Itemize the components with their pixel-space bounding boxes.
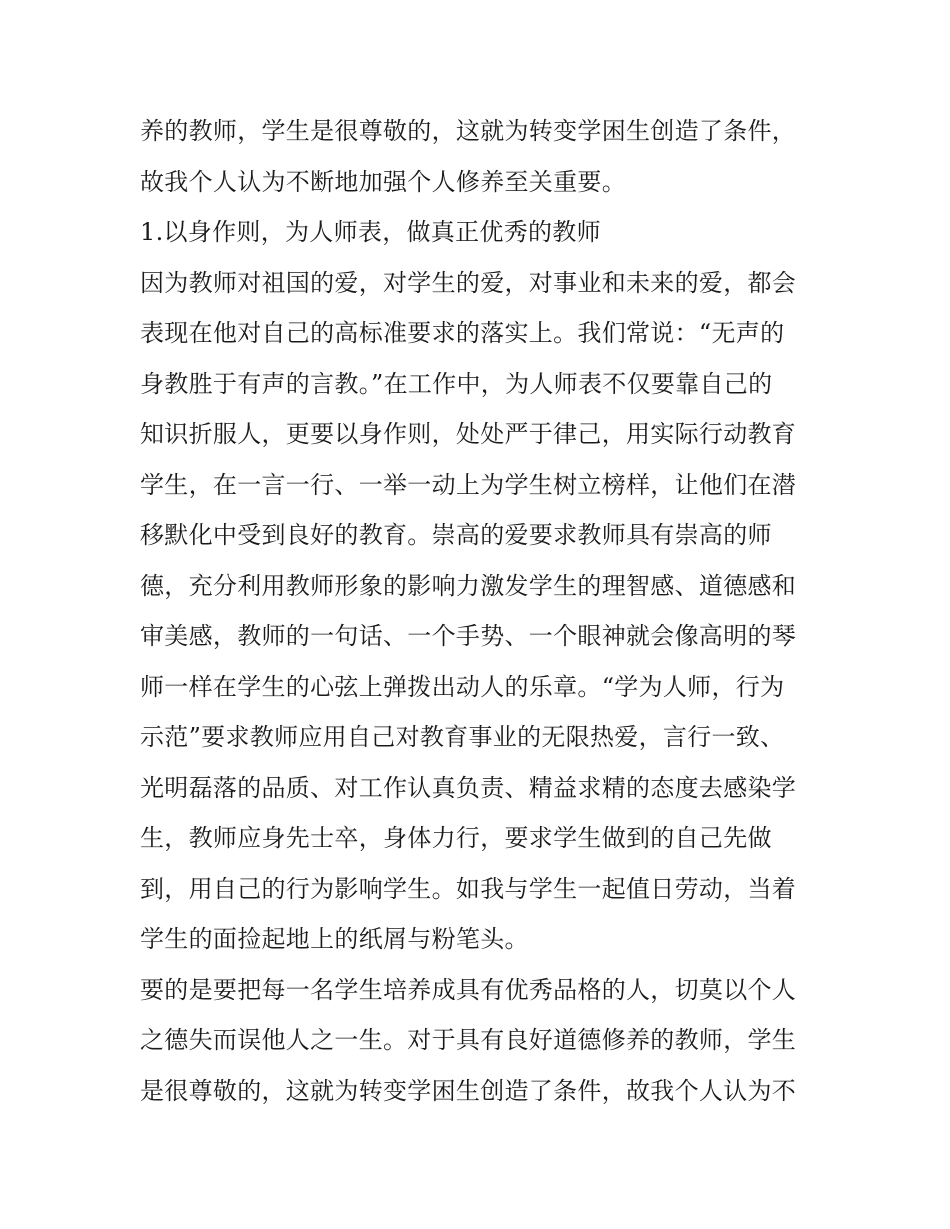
text-line: 故我个人认为不断地加强个人修养至关重要。 xyxy=(140,167,626,196)
section-heading: 1.以身作则，为人师表，做真正优秀的教师 xyxy=(140,218,601,246)
text-line: 要的是要把每一名学生培养成具有优秀品格的人，切莫以个人 xyxy=(140,975,797,1004)
text-line: 到，用自己的行为影响学生。如我与学生一起值日劳动，当着 xyxy=(140,874,797,903)
text-line: 德，充分利用教师形象的影响力激发学生的理智感、道德感和 xyxy=(140,571,797,600)
text-line: 是很尊敬的，这就为转变学困生创造了条件，故我个人认为不 xyxy=(140,1076,797,1105)
text-line: 学生，在一言一行、一举一动上为学生树立榜样，让他们在潜 xyxy=(140,470,797,499)
text-line: 表现在他对自己的高标准要求的落实上。我们常说：“无声的 xyxy=(140,319,785,347)
text-line: 光明磊落的品质、对工作认真负责、精益求精的态度去感染学 xyxy=(140,773,797,802)
text-line: 师一样在学生的心弦上弹拨出动人的乐章。“学为人师，行为 xyxy=(140,672,785,701)
text-line: 因为教师对祖国的爱，对学生的爱，对事业和未来的爱，都会 xyxy=(140,268,797,297)
text-line: 审美感，教师的一句话、一个手势、一个眼神就会像高明的琴 xyxy=(140,622,797,650)
text-line: 之德失而误他人之一生。对于具有良好道德修养的教师，学生 xyxy=(140,1026,797,1054)
text-line: 移默化中受到良好的教育。崇高的爱要求教师具有崇高的师 xyxy=(140,521,772,549)
text-line: 学生的面捡起地上的纸屑与粉笔头。 xyxy=(140,925,529,953)
text-line: 知识折服人，更要以身作则，处处严于律己，用实际行动教育 xyxy=(140,420,797,448)
text-line: 生，教师应身先士卒，身体力行，要求学生做到的自己先做 xyxy=(140,824,772,852)
text-line: 养的教师，学生是很尊敬的，这就为转变学困生创造了条件， xyxy=(140,117,797,145)
text-line: 示范”要求教师应用自己对教育事业的无限热爱，言行一致、 xyxy=(140,723,785,751)
text-line: 身教胜于有声的言教。”在工作中，为人师表不仅要靠自己的 xyxy=(140,369,773,398)
body-text xyxy=(140,106,820,1116)
